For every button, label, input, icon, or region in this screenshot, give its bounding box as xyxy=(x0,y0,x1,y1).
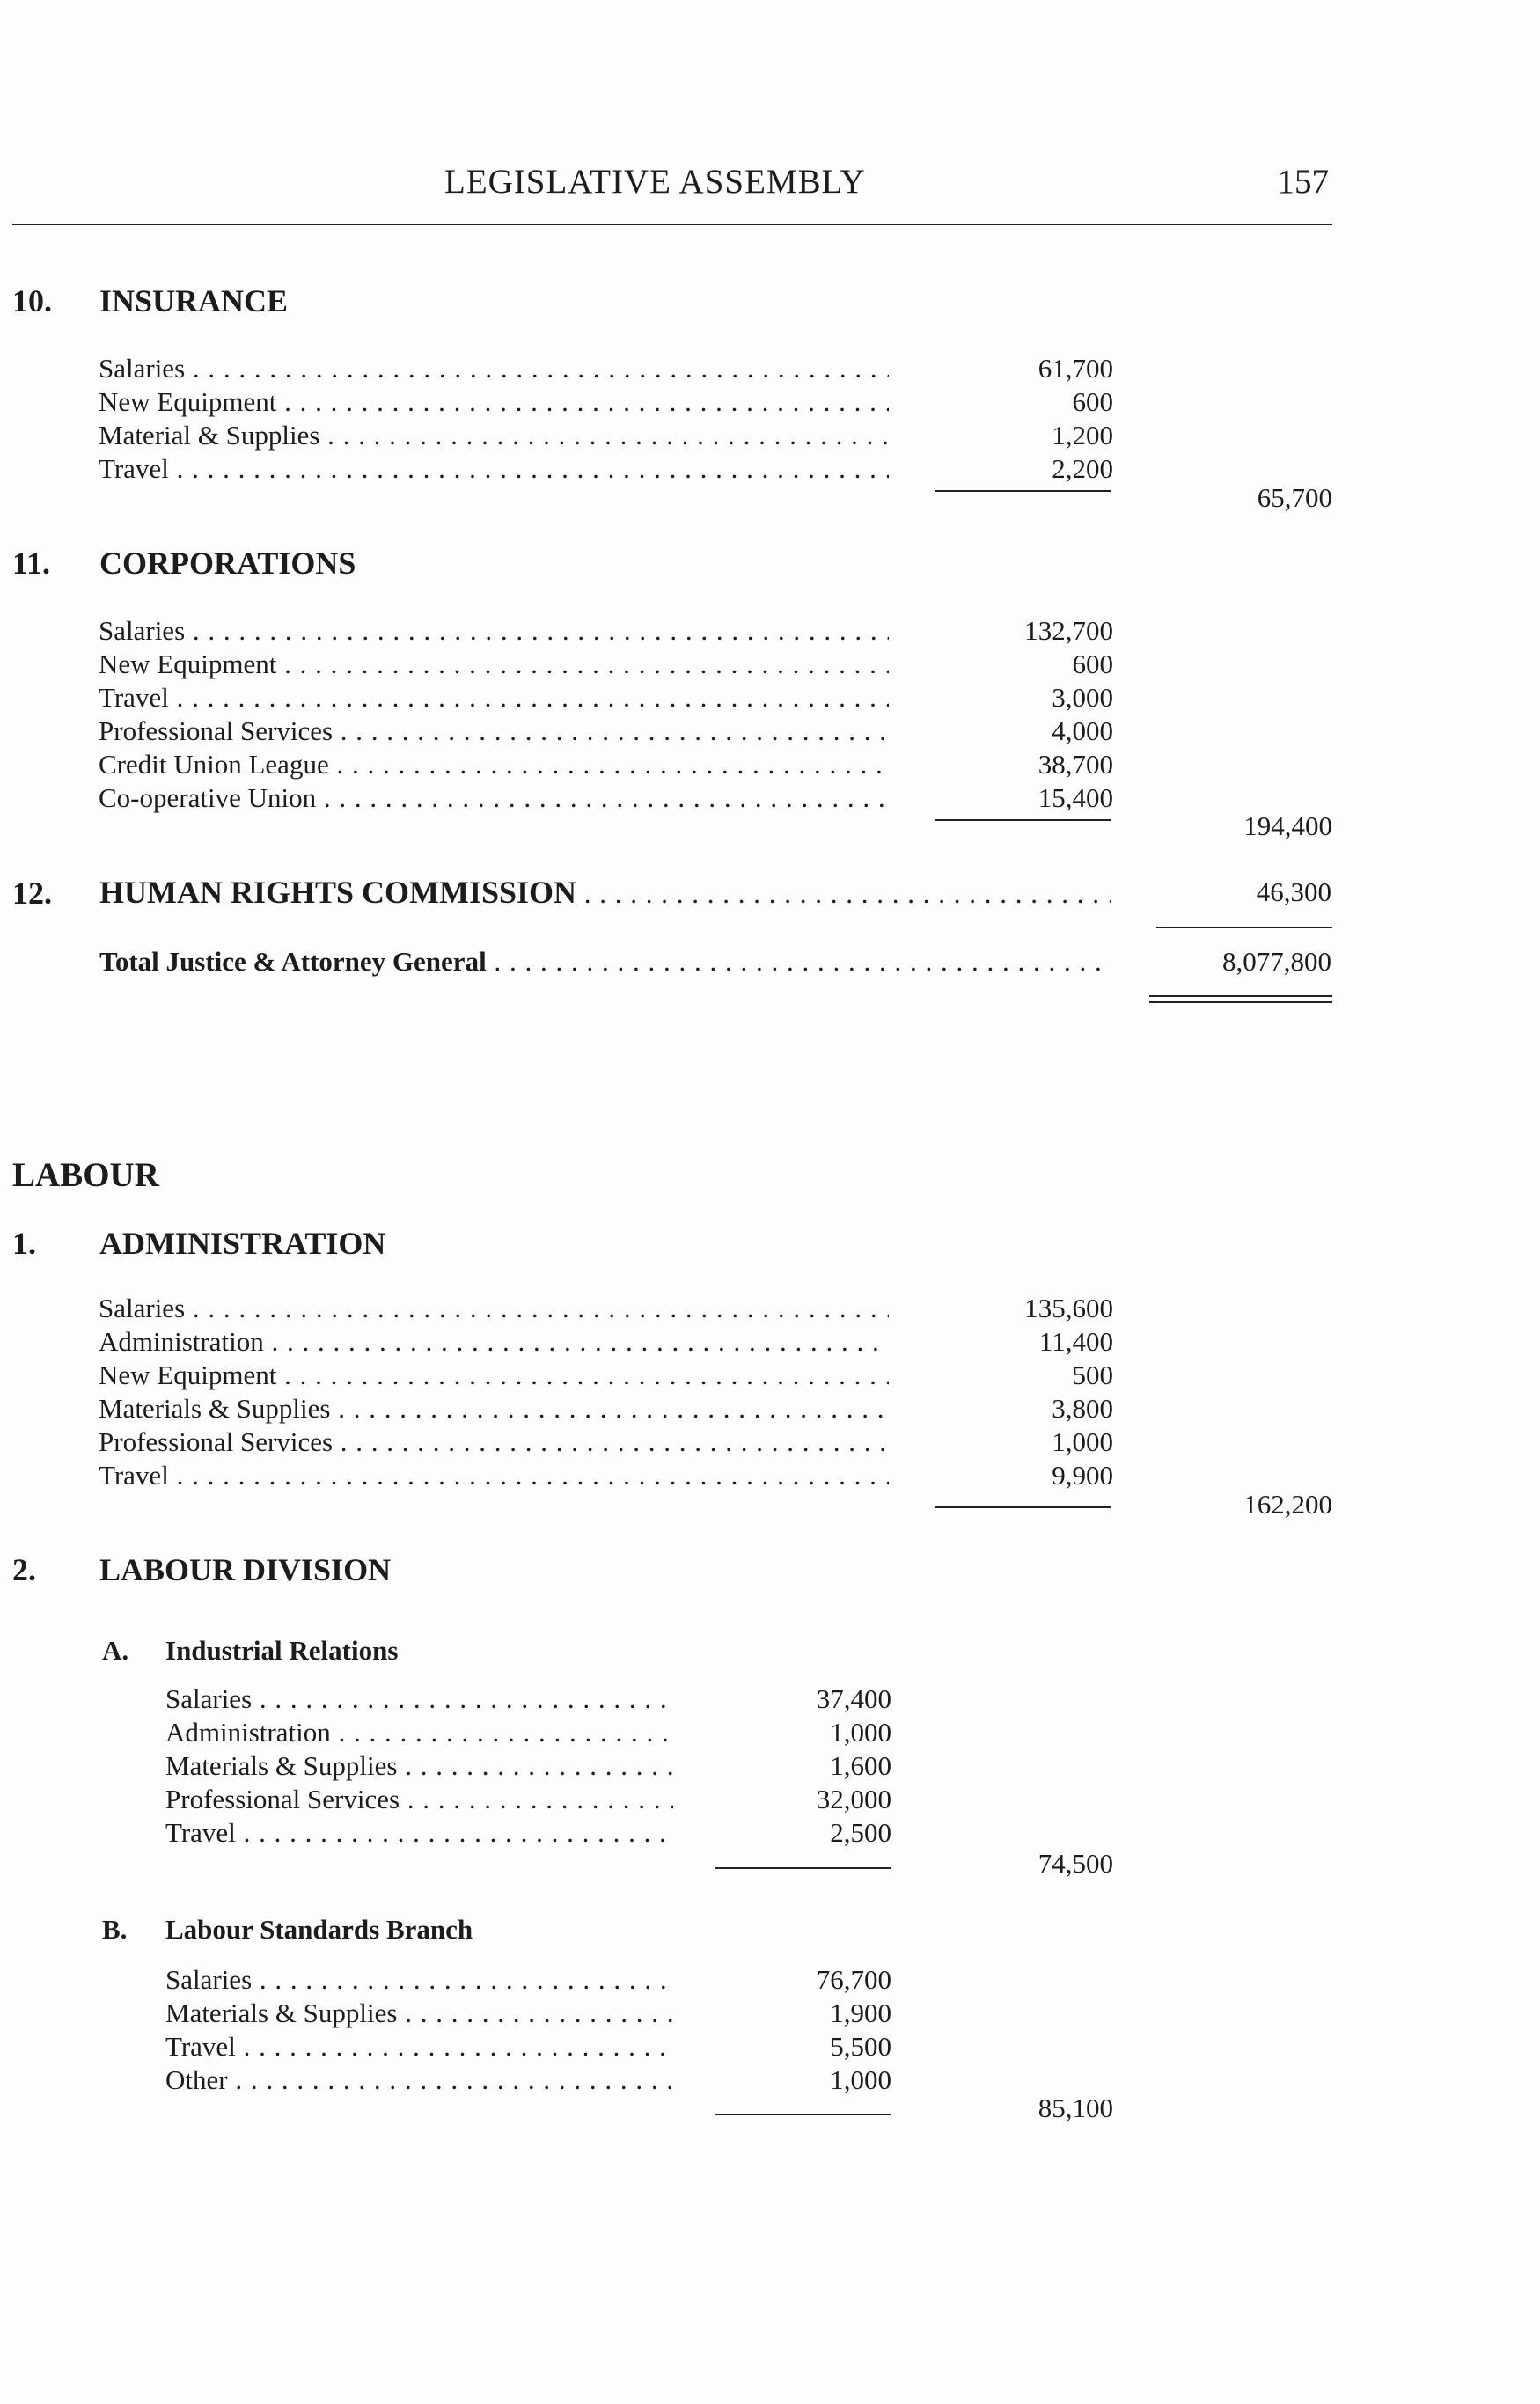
subsection-letter: A. xyxy=(102,1635,129,1666)
line-item xyxy=(99,781,1113,815)
line-item-amount: 1,900 xyxy=(830,1997,891,2028)
line-item-label: New Equipment . . . xyxy=(99,385,889,419)
section-number: 11. xyxy=(12,546,51,581)
running-header-title: LEGISLATIVE ASSEMBLY xyxy=(444,163,866,201)
line-item xyxy=(99,1359,1113,1392)
line-item xyxy=(165,2063,891,2097)
double-rule-top xyxy=(1149,995,1332,997)
subsection-title-labour-standards: Labour Standards Branch xyxy=(165,1914,473,1945)
line-item-amount: 2,200 xyxy=(1052,453,1113,484)
line-item-amount: 4,000 xyxy=(1052,715,1113,746)
line-item-label: Materials & Supplies . . . xyxy=(165,1749,673,1783)
section-title-administration: ADMINISTRATION xyxy=(99,1226,386,1261)
line-item xyxy=(99,352,1113,385)
section-number: 10. xyxy=(12,283,52,319)
line-item xyxy=(99,614,1113,648)
line-item-amount: 76,700 xyxy=(816,1964,891,1995)
line-item xyxy=(99,715,1113,748)
line-item xyxy=(165,1749,891,1783)
section-total: 194,400 xyxy=(1243,810,1332,841)
line-item-amount: 37,400 xyxy=(816,1683,891,1714)
section-title-labour-division: LABOUR DIVISION xyxy=(99,1552,392,1587)
line-item-amount: 15,400 xyxy=(1038,782,1113,813)
line-item-amount: 1,000 xyxy=(1052,1426,1113,1457)
line-item-label: Salaries . . . xyxy=(99,352,889,385)
line-item-label: Travel . . . xyxy=(165,1816,673,1850)
line-item-amount: 38,700 xyxy=(1038,749,1113,780)
subtotal-rule xyxy=(715,1867,891,1869)
section-title-insurance: INSURANCE xyxy=(99,283,289,319)
line-item-amount: 3,000 xyxy=(1052,682,1113,713)
line-item-amount: 600 xyxy=(1072,649,1113,679)
line-item-amount: 600 xyxy=(1072,386,1113,417)
line-item-label: Administration . . . xyxy=(165,1716,673,1749)
section-total: 65,700 xyxy=(1257,482,1332,513)
line-item-label: Travel . . . xyxy=(165,2030,673,2063)
line-item xyxy=(99,1325,1113,1359)
line-item xyxy=(165,1716,891,1749)
subtotal-rule xyxy=(935,490,1111,492)
line-item-label: Salaries . . . xyxy=(165,1963,673,1997)
line-item-amount: 1,600 xyxy=(830,1750,891,1781)
line-item xyxy=(99,681,1113,715)
line-item xyxy=(165,1816,891,1850)
line-item-human-rights xyxy=(99,873,1331,912)
line-item xyxy=(165,1963,891,1997)
line-item-amount: 1,000 xyxy=(830,1717,891,1748)
department-title: LABOUR xyxy=(12,1156,159,1194)
section-total: 46,300 xyxy=(1256,876,1331,907)
section-title-human-rights: HUMAN RIGHTS COMMISSION . . . xyxy=(99,873,1111,912)
line-item-label: New Equipment . . . xyxy=(99,648,889,681)
line-item xyxy=(99,1292,1113,1325)
line-item-label: Salaries . . . xyxy=(99,614,889,648)
line-item-label: Salaries . . . xyxy=(165,1682,673,1716)
line-item-amount: 2,500 xyxy=(830,1817,891,1848)
line-item-label: Travel . . . xyxy=(99,1459,889,1492)
line-item xyxy=(99,385,1113,419)
line-item-amount: 132,700 xyxy=(1024,615,1113,646)
section-title-corporations: CORPORATIONS xyxy=(99,546,356,581)
section-total: 162,200 xyxy=(1243,1489,1332,1520)
line-item-amount: 32,000 xyxy=(816,1784,891,1814)
subsection-letter: B. xyxy=(102,1914,128,1945)
line-item-amount: 9,900 xyxy=(1052,1460,1113,1491)
line-item xyxy=(99,748,1113,781)
subtotal-rule xyxy=(715,2114,891,2115)
line-item-amount: 135,600 xyxy=(1024,1293,1113,1323)
line-item xyxy=(99,1459,1113,1492)
subtotal-rule xyxy=(1156,927,1332,928)
subtotal-rule xyxy=(935,1506,1111,1508)
line-item-label: Co-operative Union . . . xyxy=(99,781,889,815)
line-item-label: Materials & Supplies . . . xyxy=(165,1997,673,2030)
section-number: 1. xyxy=(12,1226,36,1261)
section-number: 12. xyxy=(12,876,52,911)
line-item xyxy=(99,1426,1113,1459)
line-item xyxy=(99,452,1113,486)
line-item-amount: 1,200 xyxy=(1052,420,1113,451)
page-number: 157 xyxy=(1277,163,1329,201)
line-item-amount: 61,700 xyxy=(1038,353,1113,384)
line-item-label: Professional Services . . . xyxy=(99,715,889,748)
line-item-amount: 1,000 xyxy=(830,2064,891,2095)
line-item-label: Professional Services . . . xyxy=(99,1426,889,1459)
department-total-amount: 8,077,800 xyxy=(1222,946,1331,977)
line-item-label: Travel . . . xyxy=(99,452,889,486)
line-item-label: Salaries . . . xyxy=(99,1292,889,1325)
line-item-label: Materials & Supplies . . . xyxy=(99,1392,889,1426)
line-item-label: Professional Services . . . xyxy=(165,1783,673,1816)
line-item-amount: 3,800 xyxy=(1052,1393,1113,1424)
subtotal-rule xyxy=(935,819,1111,821)
line-item xyxy=(99,1392,1113,1426)
line-item-label: Other . . . xyxy=(165,2063,673,2097)
subsection-total: 74,500 xyxy=(1038,1848,1113,1879)
line-item xyxy=(165,1997,891,2030)
double-rule-bottom xyxy=(1149,1001,1332,1003)
department-total-row xyxy=(99,944,1331,979)
line-item-label: Credit Union League . . . xyxy=(99,748,889,781)
line-item-label: Travel . . . xyxy=(99,681,889,715)
line-item xyxy=(99,648,1113,681)
line-item-amount: 500 xyxy=(1072,1360,1113,1390)
line-item-label: New Equipment . . . xyxy=(99,1359,889,1392)
line-item xyxy=(165,2030,891,2063)
line-item-amount: 5,500 xyxy=(830,2031,891,2062)
line-item-label: Administration . . . xyxy=(99,1325,889,1359)
header-rule xyxy=(12,224,1332,225)
subsection-total: 85,100 xyxy=(1038,2093,1113,2123)
line-item xyxy=(99,419,1113,452)
department-total-label: Total Justice & Attorney General . . . xyxy=(99,944,1111,979)
subsection-title-industrial-relations: Industrial Relations xyxy=(165,1635,399,1666)
line-item-amount: 11,400 xyxy=(1038,1326,1113,1357)
section-number: 2. xyxy=(12,1552,36,1587)
line-item-label: Material & Supplies . . . xyxy=(99,419,889,452)
line-item xyxy=(165,1783,891,1816)
line-item xyxy=(165,1682,891,1716)
